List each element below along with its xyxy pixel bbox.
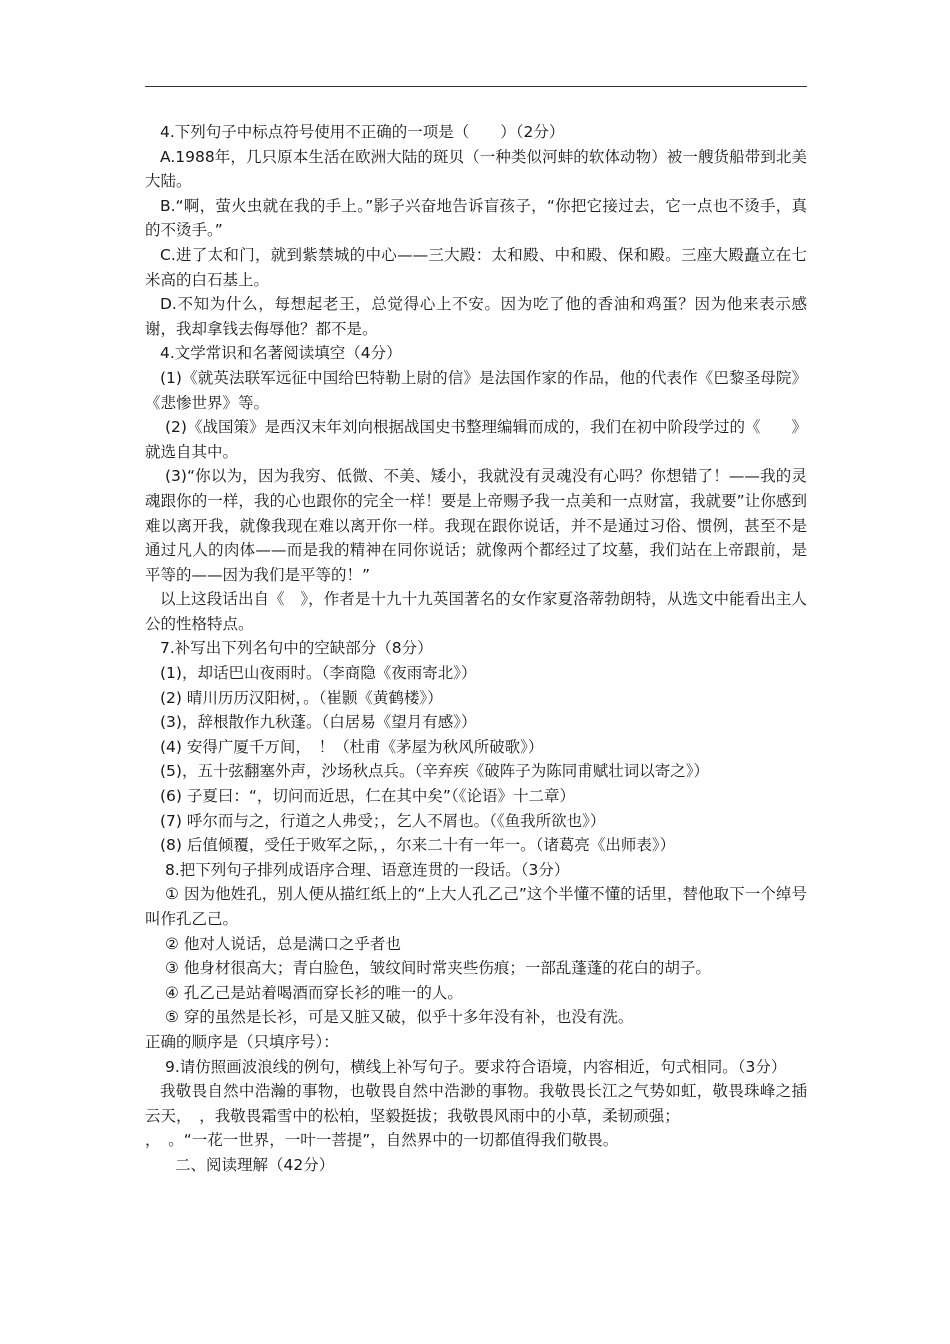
- q4b-item-4: 以上这段话出自《 》，作者是十九十九英国著名的女作家夏洛蒂勃朗特，从选文中能看出主人公的性格特点。: [145, 590, 807, 633]
- q4b-item-2: (2)《战国策》是西汉末年刘向根据战国史书整理编辑而成的，我们在初中阶段学过的《 》就选自其中。: [145, 418, 807, 461]
- q4a-title: 4.下列句子中标点符号使用不正确的一项是（ ）（2分）: [160, 123, 565, 141]
- q4b-item-3: (3)“你以为，因为我穷、低微、不美、矮小，我就没有灵魂没有心吗？你想错了！——我的灵魂跟你的一样，我的心也跟你的完全一样！要是上帝赐予我一点美和一点财富，我就要”让你感到难以离开我，就像我现在难以离开你一样。我现在跟你说话，并不是通过习俗、惯例，甚至不是通过凡人的肉体——而是我的精神在同你说话；就像两个都经过了坟墓，我们站在上帝跟前，是平等的——因为我们是平等的！”: [145, 467, 807, 584]
- q7-item-7: (7) 呼尔而与之，行道之人弗受；，乞人不屑也。（《鱼我所欲也》）: [160, 811, 606, 830]
- q8-sentence-5: ⑤ 穿的虽然是长衫，可是又脏又破，似乎十多年没有补，也没有洗。: [165, 1008, 634, 1027]
- q8-answer-prompt: 正确的顺序是（只填序号）：: [145, 1032, 339, 1051]
- q8-sentence-1: ① 因为他姓孔，别人便从描红纸上的“上大人孔乙己”这个半懂不懂的话里，替他取下一个绰号叫作孔乙己。: [145, 885, 807, 928]
- q7-item-8: (8) 后值倾覆，受任于败军之际，，尔来二十有一年一。（诸葛亮《出师表》）: [160, 836, 676, 855]
- document-body: [145, 120, 807, 1178]
- q4a-option-c: C.进了太和门，就到紫禁城的中心——三大殿：太和殿、中和殿、保和殿。三座大殿矗立在七米高的白石基上。: [145, 245, 807, 289]
- q4a-option-d: D.不知为什么，每想起老王，总觉得心上不安。因为吃了他的香油和鸡蛋？因为他来表示感谢，我却拿钱去侮辱他？都不是。: [145, 295, 807, 338]
- q7-title: 7.补写出下列名句中的空缺部分（8分）: [160, 639, 433, 658]
- section-2-heading: 二、阅读理解（42分）: [175, 1155, 335, 1174]
- q4b-item-1: (1)《就英法联军远征中国给巴特勒上尉的信》是法国作家的作品，他的代表作《巴黎圣母院》《悲惨世界》等。: [145, 368, 807, 412]
- q4a-option-a: A.1988年，几只原本生活在欧洲大陆的斑贝（一种类似河蚌的软体动物）被一艘货船带到北美大陆。: [145, 147, 807, 191]
- q7-item-3: (3)，辞根散作九秋蓬。（白居易《望月有感》）: [160, 713, 477, 732]
- q8-title: 8.把下列句子排列成语序合理、语意连贯的一段话。（3分）: [165, 860, 570, 879]
- q9-tail: ， 。“一花一世界，一叶一菩提”，自然界中的一切都值得我们敬畏。: [145, 1131, 619, 1150]
- q9-body: 我敬畏自然中浩瀚的事物，也敬畏自然中浩渺的事物。我敬畏长江之气势如虹，敬畏珠峰之插云天， ，我敬畏霜雪中的松柏，坚毅挺拔；我敬畏风雨中的小草，柔韧顽强；: [145, 1082, 807, 1125]
- q8-sentence-2: ② 他对人说话，总是满口之乎者也: [165, 934, 401, 953]
- q9-title: 9.请仿照画波浪线的例句，横线上补写句子。要求符合语境，内容相近，句式相同。（3分）: [165, 1057, 787, 1076]
- header-rule: [145, 86, 807, 87]
- q4b-title: 4.文学常识和名著阅读填空（4分）: [160, 344, 402, 363]
- q7-item-4: (4) 安得广厦千万间， ！（杜甫《茅屋为秋风所破歌》）: [160, 737, 544, 756]
- q8-sentence-4: ④ 孔乙己是站着喝酒而穿长衫的唯一的人。: [165, 983, 463, 1002]
- q4a-option-b: B.“啊，萤火虫就在我的手上。”影子兴奋地告诉盲孩子，“你把它接过去，它一点也不烫手，真的不烫手。”: [145, 196, 807, 240]
- q7-item-5: (5)，五十弦翻塞外声，沙场秋点兵。（辛弃疾《破阵子为陈同甫赋壮词以寄之》）: [160, 762, 709, 781]
- q7-item-6: (6) 子夏曰：“，切问而近思，仁在其中矣”（《论语》十二章）: [160, 787, 575, 806]
- q7-item-1: (1)，却话巴山夜雨时。（李商隐《夜雨寄北》）: [160, 664, 477, 683]
- q8-sentence-3: ③ 他身材很高大；青白脸色，皱纹间时常夹些伤痕；一部乱蓬蓬的花白的胡子。: [165, 959, 711, 978]
- q7-item-2: (2) 晴川历历汉阳树，。（崔颢《黄鹤楼》）: [160, 688, 443, 707]
